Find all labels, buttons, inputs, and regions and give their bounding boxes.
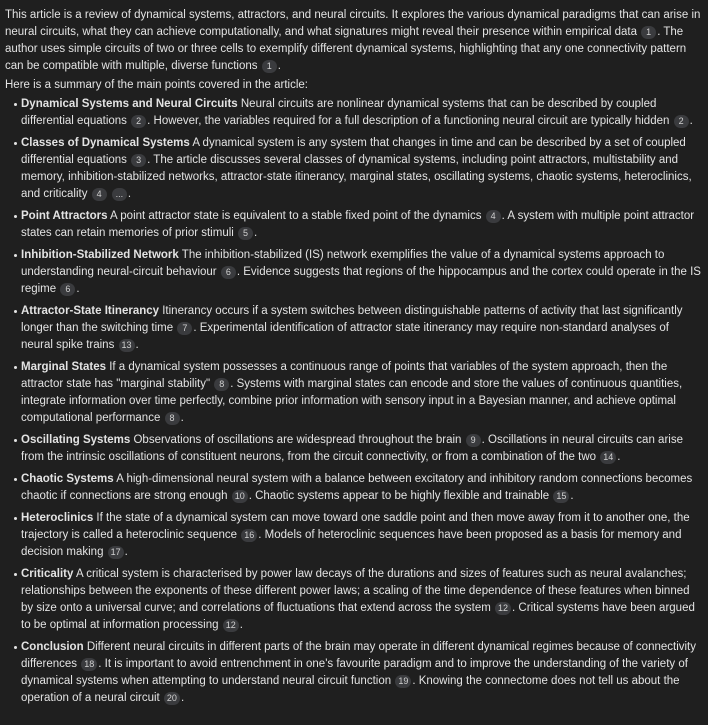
item-text: . xyxy=(124,546,128,558)
item-text: If the state of a dynamical system can move toward one saddle point and then move away from it to another one, the trajectory is called a heteroclinic sequence xyxy=(21,512,690,541)
item-title: Point Attractors xyxy=(21,210,108,222)
intro-text: . The author uses simple circuits of two or three cells to exemplify different dynamical systems, highlighting that any one connectivity pattern can be compatible with multiple, diverse functions xyxy=(5,26,687,72)
item-text: . Evidence suggests that regions of the hippocampus and the cortex could operate in the IS regime xyxy=(21,266,701,295)
item-text: . A system with multiple point attractor states can retain memories of prior stimuli xyxy=(21,210,695,239)
citation-chip[interactable]: 2 xyxy=(131,115,146,128)
item-title: Attractor-State Itinerancy xyxy=(21,305,160,317)
citation-chip[interactable]: 10 xyxy=(232,490,248,503)
citation-chip[interactable]: 17 xyxy=(108,546,124,559)
list-item xyxy=(5,208,702,242)
item-text: . xyxy=(254,227,258,239)
item-title: Oscillating Systems xyxy=(21,434,131,446)
item-text: . xyxy=(180,412,184,424)
citation-chip[interactable]: 18 xyxy=(81,658,97,671)
citation-chip[interactable]: 4 xyxy=(92,188,107,201)
more-citations-chip[interactable]: ... xyxy=(112,188,127,201)
list-item xyxy=(5,566,702,634)
item-title: Chaotic Systems xyxy=(21,473,114,485)
list-item xyxy=(5,432,702,466)
item-title: Classes of Dynamical Systems xyxy=(21,137,190,149)
item-text: Neural circuits are nonlinear dynamical systems that can be described by coupled differential equations xyxy=(21,98,657,127)
citation-chip[interactable]: 1 xyxy=(262,60,277,73)
item-text: . Models of heteroclinic sequences have been proposed as a basis for memory and decision making xyxy=(21,529,682,558)
item-text: . Knowing the connectome does not tell us about the operation of a neural circuit xyxy=(21,675,680,704)
list-item xyxy=(5,135,702,203)
citation-chip[interactable]: 6 xyxy=(221,266,236,279)
citation-chip[interactable]: 3 xyxy=(131,154,146,167)
item-text: A critical system is characterised by power law decays of the durations and sizes of features such as neural avalanches; relationships between the exponents of these different power laws; a scaling of the time dependence of these features when binned by size onto a universal curve; and correlations of fluctuations that extend across the system xyxy=(21,568,690,614)
citation-chip[interactable]: 9 xyxy=(466,434,481,447)
item-title: Marginal States xyxy=(21,361,106,373)
citation-chip[interactable]: 16 xyxy=(241,529,257,542)
citation-chip[interactable]: 14 xyxy=(600,451,616,464)
item-text: A high-dimensional neural system with a balance between excitatory and inhibitory random connections becomes chaotic if connections are strong enough xyxy=(21,473,693,502)
item-text: . xyxy=(689,115,693,127)
citation-chip[interactable]: 2 xyxy=(674,115,689,128)
citation-chip[interactable]: 12 xyxy=(495,602,511,615)
list-item xyxy=(5,471,702,505)
citation-chip[interactable]: 5 xyxy=(238,227,253,240)
list-item xyxy=(5,359,702,427)
item-text: . xyxy=(180,692,185,704)
item-text: . It is important to avoid entrenchment in one's favourite paradigm and to improve the understanding of the variety of dynamical systems when attempting to understand neural circuit function xyxy=(21,658,688,687)
citation-chip[interactable]: 6 xyxy=(60,283,75,296)
intro-text: This article is a review of dynamical systems, attractors, and neural circuits. It explores the various dynamical paradigms that can arise in neural circuits, what they can achieve computationally, and what signatures might reveal their presence within empirical data xyxy=(5,9,701,38)
item-title: Heteroclinics xyxy=(21,512,94,524)
intro-paragraph xyxy=(5,7,702,75)
item-text: . Chaotic systems appear to be highly flexible and trainable xyxy=(248,490,553,502)
item-text: . xyxy=(570,490,574,502)
citation-chip[interactable]: 15 xyxy=(553,490,569,503)
item-text: . xyxy=(617,451,621,463)
citation-chip[interactable]: 4 xyxy=(486,210,501,223)
summary-lead: Here is a summary of the main points covered in the article: xyxy=(5,79,308,91)
item-text: . Oscillations in neural circuits can arise from the intrinsic oscillations of constituent neurons, from the circuit connectivity, or from a combination of the two xyxy=(21,434,683,463)
intro-text: . xyxy=(277,60,281,72)
citation-chip[interactable]: 19 xyxy=(395,675,411,688)
item-text: . However, the variables required for a full description of a functioning neural circuit are typically hidden xyxy=(147,115,673,127)
item-text: A point attractor state is equivalent to a stable fixed point of the dynamics xyxy=(107,210,485,222)
item-title: Inhibition-Stabilized Network xyxy=(21,249,179,261)
item-text: . Systems with marginal states can encode and store the values of continuous quantities, integrate information over time perfectly, combine prior information with sensory input in a Bayesian manner, and achieve optimal computational performance xyxy=(21,378,683,424)
item-text: . xyxy=(239,619,243,631)
item-text: . xyxy=(76,283,80,295)
item-text: The inhibition-stabilized (IS) network exemplifies the value of a dynamical systems approach to understanding neural-circuit behaviour xyxy=(21,249,665,278)
item-text: A dynamical system is any system that changes in time and can be described by a set of coupled differential equations xyxy=(21,137,686,166)
item-text: . The article discusses several classes of dynamical systems, including point attractors, multistability and memory, inhibition-stabilized networks, attractor-state itinerancy, marginal states, oscillating systems, chaotic systems, heteroclinics, and criticality xyxy=(21,154,692,200)
summary-list xyxy=(5,96,702,707)
citation-chip[interactable]: 13 xyxy=(119,339,135,352)
citation-chip[interactable]: 8 xyxy=(214,378,229,391)
item-text: Observations of oscillations are widespread throughout the brain xyxy=(130,434,465,446)
list-item xyxy=(5,639,702,707)
list-item xyxy=(5,96,702,130)
citation-chip[interactable]: 7 xyxy=(177,322,192,335)
item-text: . xyxy=(127,188,132,200)
item-text: Itinerancy occurs if a system switches between distinguishable patterns of activity that last significantly longer than the switching time xyxy=(21,305,683,334)
item-text: . xyxy=(135,339,139,351)
list-item xyxy=(5,247,702,298)
citation-chip[interactable]: 8 xyxy=(165,412,180,425)
item-text: . Critical systems have been argued to be optimal at information processing xyxy=(21,602,695,631)
list-item xyxy=(5,510,702,561)
item-text: If a dynamical system possesses a continuous range of points that variables of the system approach, then the attractor state has "marginal stability" xyxy=(21,361,668,390)
item-title: Criticality xyxy=(21,568,74,580)
citation-chip[interactable]: 1 xyxy=(641,26,656,39)
item-title: Dynamical Systems and Neural Circuits xyxy=(21,98,238,110)
item-text: . Experimental identification of attractor state itinerancy may require non-standard analyses of neural spike trains xyxy=(21,322,669,351)
item-text: Different neural circuits in different parts of the brain may operate in different dynamical regimes because of connectivity differences xyxy=(21,641,696,670)
citation-chip[interactable]: 12 xyxy=(223,619,239,632)
list-item xyxy=(5,303,702,354)
item-title: Conclusion xyxy=(21,641,84,653)
citation-chip[interactable]: 20 xyxy=(164,692,180,705)
